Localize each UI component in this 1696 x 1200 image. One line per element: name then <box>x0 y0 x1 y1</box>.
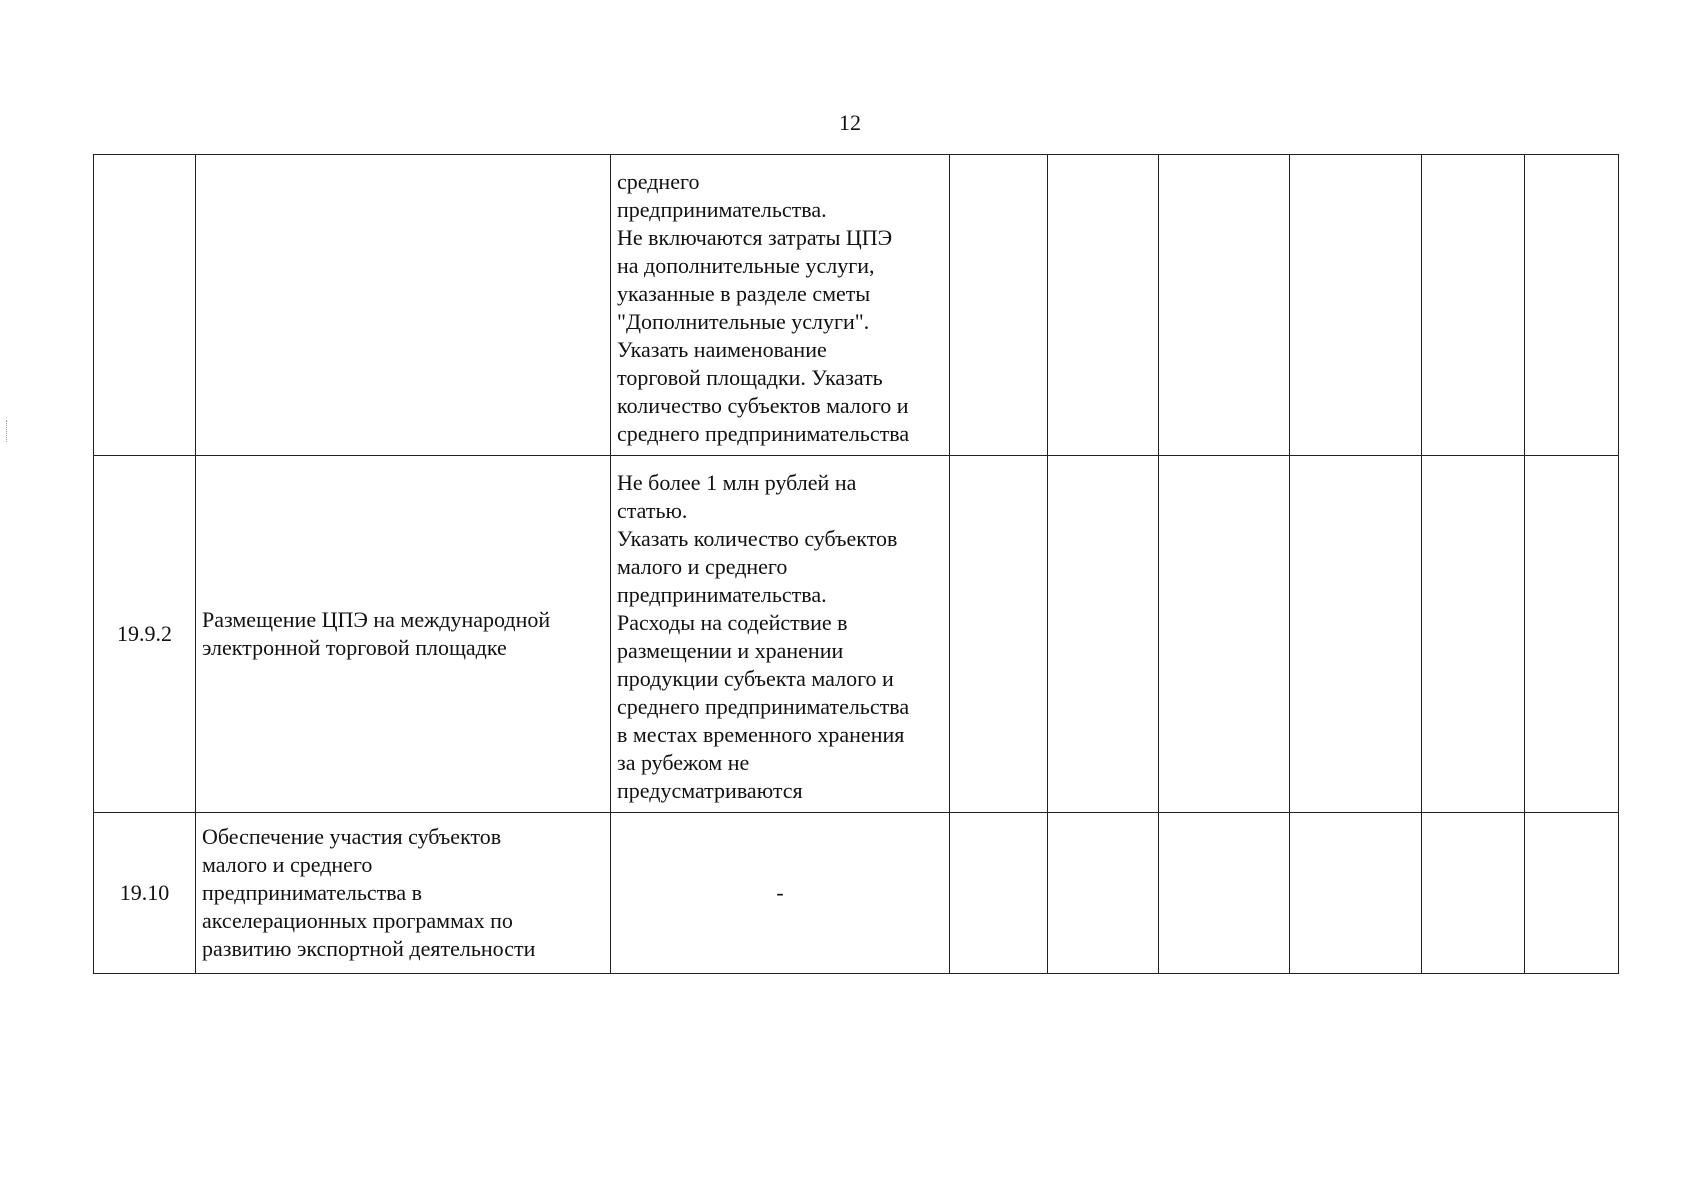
name-line: предпринимательства в <box>202 880 423 905</box>
page-number <box>0 110 1696 136</box>
name-line: развитию экспортной деятельности <box>202 936 536 961</box>
empty-cell <box>1159 456 1290 813</box>
note-line: указанные в разделе сметы <box>617 281 871 306</box>
note-line: среднего предпринимательства <box>617 694 910 719</box>
name-line: Размещение ЦПЭ на международной <box>202 607 551 632</box>
empty-cell <box>1290 456 1422 813</box>
note-line: предпринимательства. <box>617 582 827 607</box>
note-line: малого и среднего <box>617 554 788 579</box>
empty-cell <box>950 155 1048 456</box>
empty-cell <box>1525 456 1619 813</box>
note-line: за рубежом не <box>617 750 750 775</box>
row-name-cell <box>196 155 611 456</box>
note-line: в местах временного хранения <box>617 722 905 747</box>
table-row <box>94 456 1619 813</box>
empty-cell <box>1159 155 1290 456</box>
row-number-cell: 19.9.2 <box>94 456 196 813</box>
name-line: Обеспечение участия субъектов <box>202 824 502 849</box>
note-line: среднего предпринимательства <box>617 421 910 446</box>
note-line: предпринимательства. <box>617 197 827 222</box>
note-line: "Дополнительные услуги". <box>617 309 870 334</box>
note-line: на дополнительные услуги, <box>617 253 875 278</box>
note-line: Не более 1 млн рублей на <box>617 470 857 495</box>
row-note-cell <box>611 813 950 974</box>
note-line: количество субъектов малого и <box>617 393 909 418</box>
note-line: Расходы на содействие в <box>617 610 848 635</box>
row-name-cell <box>196 456 611 813</box>
note-line: размещении и хранении <box>617 638 844 663</box>
row-note-cell <box>611 155 950 456</box>
row-name-cell <box>196 813 611 974</box>
note-line: предусматриваются <box>617 778 803 803</box>
empty-cell <box>1290 155 1422 456</box>
empty-cell <box>1048 155 1159 456</box>
table-row <box>94 155 1619 456</box>
table-row <box>94 813 1619 974</box>
note-line: статью. <box>617 498 688 523</box>
name-line: акселерационных программах по <box>202 908 513 933</box>
empty-cell <box>1422 813 1525 974</box>
empty-cell <box>950 813 1048 974</box>
empty-cell <box>1290 813 1422 974</box>
empty-cell <box>950 456 1048 813</box>
note-line: среднего <box>617 169 700 194</box>
note-line: продукции субъекта малого и <box>617 666 894 691</box>
scan-artifact <box>6 420 8 442</box>
empty-cell <box>1525 813 1619 974</box>
page-number-text: 12 <box>839 110 861 135</box>
note-line: Не включаются затраты ЦПЭ <box>617 225 893 250</box>
empty-cell <box>1159 813 1290 974</box>
row-number-cell: 19.10 <box>94 813 196 974</box>
row-note-cell <box>611 456 950 813</box>
row-number-cell <box>94 155 196 456</box>
note-line: Указать наименование <box>617 337 827 362</box>
empty-cell <box>1525 155 1619 456</box>
note-line: торговой площадки. Указать <box>617 365 883 390</box>
empty-cell <box>1048 456 1159 813</box>
empty-cell <box>1422 456 1525 813</box>
note-line: - <box>776 880 784 905</box>
note-line: Указать количество субъектов <box>617 526 898 551</box>
name-line: электронной торговой площадке <box>202 635 507 660</box>
name-line: малого и среднего <box>202 852 373 877</box>
empty-cell <box>1422 155 1525 456</box>
empty-cell <box>1048 813 1159 974</box>
document-table <box>93 154 1619 974</box>
